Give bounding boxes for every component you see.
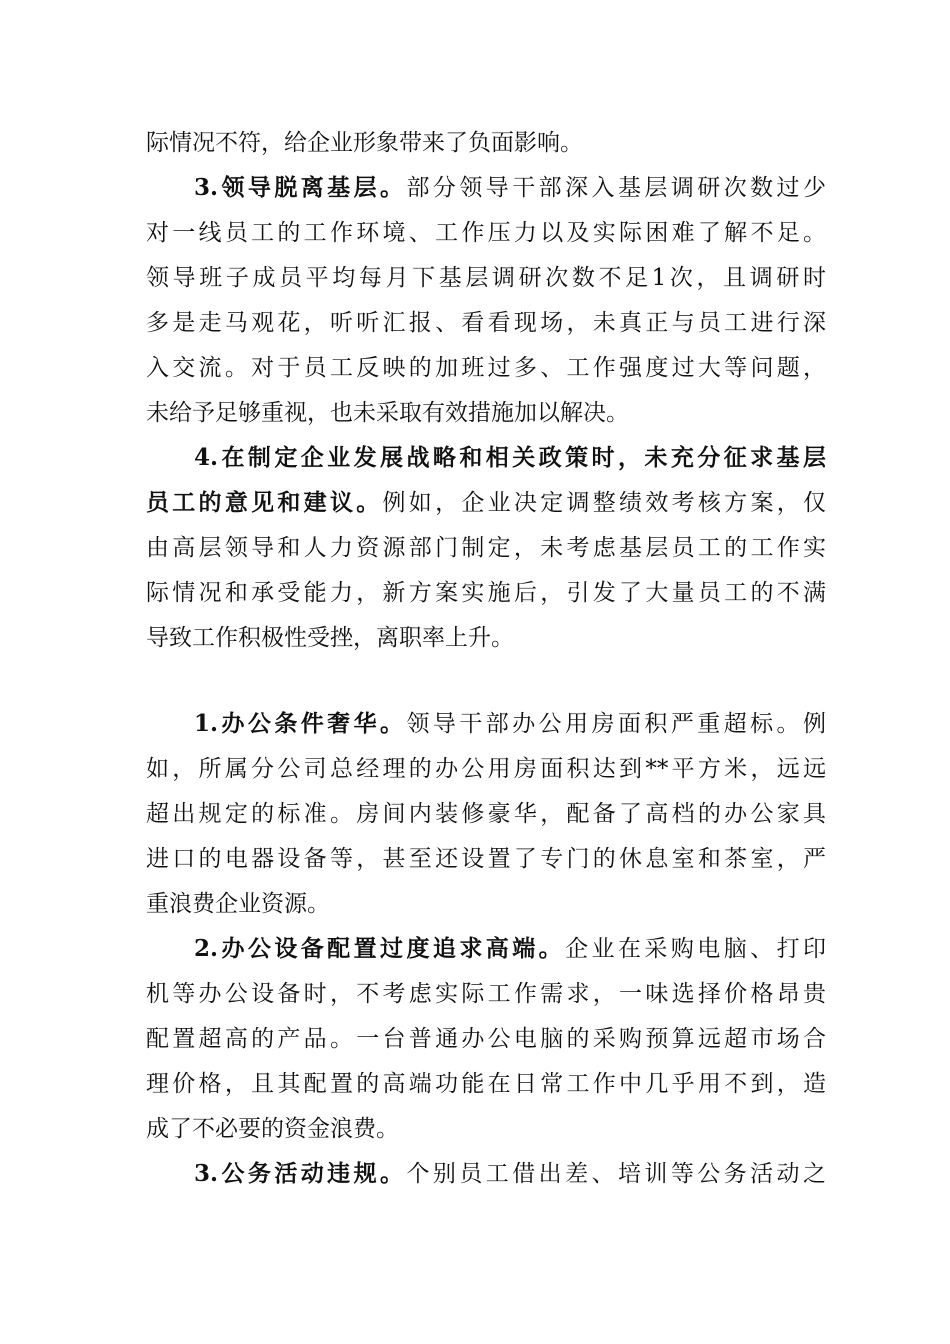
paragraph-line: 入交流。对于员工反映的加班过多、工作强度过大等问题， — [146, 355, 826, 381]
item-title: 员工的意见和建议。 — [146, 489, 383, 516]
item-title: 3.公务活动违规。 — [194, 1160, 407, 1187]
paragraph-line: 理价格，且其配置的高端功能在日常工作中几乎用不到，造 — [146, 1071, 826, 1097]
paragraph-line: 超出规定的标准。房间内装修豪华，配备了高档的办公家具 — [146, 801, 826, 827]
item-title: 1.办公条件奢华。 — [194, 710, 407, 737]
paragraph-line: 领导班子成员平均每月下基层调研次数不足1次，且调研时 — [146, 265, 826, 291]
paragraph-line: 导致工作积极性受挫，离职率上升。 — [146, 625, 514, 651]
item-text: 个别员工借出差、培训等公务活动之 — [406, 1161, 826, 1187]
paragraph-line: 对一线员工的工作环境、工作压力以及实际困难了解不足。 — [146, 220, 826, 246]
paragraph-line — [194, 934, 826, 964]
item-title: 4.在制定企业发展战略和相关政策时，未充分征求基层 — [194, 444, 826, 471]
paragraph-line: 配置超高的产品。一台普通办公电脑的采购预算远超市场合 — [146, 1026, 826, 1052]
paragraph-line: 由高层领导和人力资源部门制定，未考虑基层员工的工作实 — [146, 535, 826, 561]
paragraph-line — [194, 1159, 826, 1189]
paragraph-line: 进口的电器设备等，甚至还设置了专门的休息室和茶室，严 — [146, 846, 826, 872]
paragraph-line: 机等办公设备时，不考虑实际工作需求，一味选择价格昂贵 — [146, 981, 826, 1007]
paragraph-line: 际情况不符，给企业形象带来了负面影响。 — [146, 130, 583, 156]
item-title: 2.办公设备配置过度追求高端。 — [194, 935, 566, 962]
paragraph-line: 未给予足够重视，也未采取有效措施加以解决。 — [146, 400, 629, 426]
item-text: 企业在采购电脑、打印 — [565, 936, 827, 962]
item-text: 领导干部办公用房面积严重超标。例 — [406, 711, 826, 737]
paragraph-line — [194, 173, 826, 203]
item-text: 例如，企业决定调整绩效考核方案，仅 — [382, 490, 827, 516]
paragraph-line — [194, 709, 826, 739]
paragraph-line: 如，所属分公司总经理的办公用房面积达到**平方米，远远 — [146, 756, 826, 782]
paragraph-line: 多是走马观花，听听汇报、看看现场，未真正与员工进行深 — [146, 310, 826, 336]
item-title: 3.领导脱离基层。 — [194, 174, 407, 201]
item-text: 部分领导干部深入基层调研次数过少 — [406, 175, 826, 201]
paragraph-line: 成了不必要的资金浪费。 — [146, 1116, 399, 1142]
paragraph-line: 际情况和承受能力，新方案实施后，引发了大量员工的不满 — [146, 580, 826, 606]
paragraph-line: 重浪费企业资源。 — [146, 891, 330, 917]
paragraph-line — [146, 488, 826, 518]
